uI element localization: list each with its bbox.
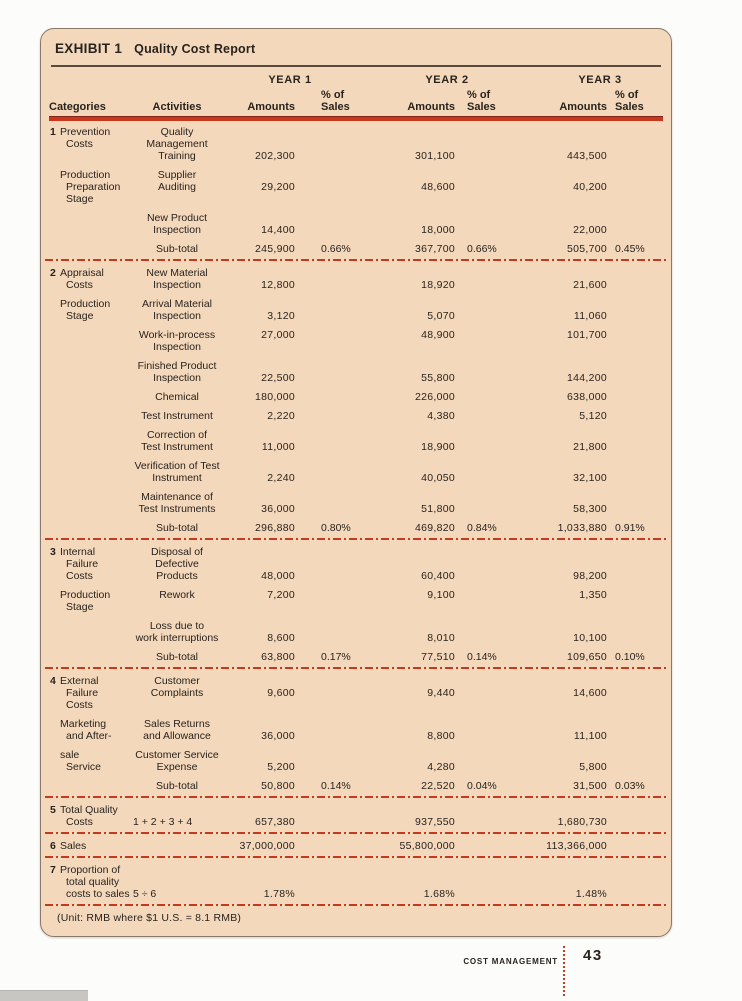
activity-cell bbox=[133, 589, 221, 601]
category-line: Costs bbox=[66, 138, 93, 150]
activity-line: Finished Product bbox=[137, 360, 217, 372]
pct-sales-year2: 0.84% bbox=[467, 522, 497, 534]
category-line: Stage bbox=[66, 601, 94, 613]
pct-sales-year2: 0.14% bbox=[467, 651, 497, 663]
amount-year3: 31,500 bbox=[573, 780, 607, 792]
table-row bbox=[49, 329, 663, 353]
activity-cell bbox=[133, 620, 221, 644]
activity-line: Customer bbox=[154, 675, 200, 687]
pct-sales-year1: 0.14% bbox=[321, 780, 351, 792]
activity-line: Inspection bbox=[153, 341, 201, 353]
amount-year2: 18,900 bbox=[421, 441, 455, 453]
amount-year3: 22,000 bbox=[573, 224, 607, 236]
pct-sales-header-year3 bbox=[607, 89, 659, 113]
category-line: Service bbox=[66, 761, 102, 773]
amount-year3: 1,350 bbox=[579, 589, 607, 601]
category-line: Stage bbox=[66, 310, 94, 322]
activity-line: Test Instruments bbox=[138, 503, 216, 515]
amount-year3: 1.48% bbox=[575, 888, 607, 900]
amount-year1: 12,800 bbox=[261, 279, 295, 291]
amount-year3: 109,650 bbox=[566, 651, 607, 663]
amount-year1: 29,200 bbox=[261, 181, 295, 193]
activity-line: New Material bbox=[146, 267, 208, 279]
category-line: costs to sales bbox=[66, 888, 130, 900]
table-row bbox=[49, 429, 663, 453]
amount-year3: 5,800 bbox=[579, 761, 607, 773]
pct-header-line1: % of bbox=[615, 89, 639, 101]
category-line: Appraisal bbox=[60, 267, 104, 279]
amount-year3: 11,100 bbox=[573, 730, 607, 742]
amount-year1: 11,000 bbox=[261, 441, 295, 453]
amount-year1: 37,000,000 bbox=[239, 840, 295, 852]
pct-sales-year1: 0.66% bbox=[321, 243, 351, 255]
activity-cell bbox=[133, 546, 221, 582]
amount-year3: 638,000 bbox=[566, 391, 607, 403]
amounts-header-year1: Amounts bbox=[247, 101, 295, 113]
pct-header-line1: % of bbox=[321, 89, 345, 101]
activity-line: Sub-total bbox=[155, 243, 199, 255]
row-values bbox=[133, 589, 663, 601]
row-values bbox=[133, 243, 663, 255]
table-row bbox=[49, 546, 663, 582]
activity-line: Arrival Material bbox=[141, 298, 212, 310]
row-values bbox=[133, 267, 663, 291]
category-number: 3 bbox=[50, 546, 56, 558]
subtotal-label bbox=[133, 651, 221, 663]
table-row bbox=[49, 460, 663, 484]
category-line: Production bbox=[60, 169, 111, 181]
activity-line: Loss due to bbox=[149, 620, 205, 632]
amount-year1: 36,000 bbox=[261, 503, 295, 515]
activity-line: Supplier bbox=[157, 169, 197, 181]
table-section-4 bbox=[49, 675, 663, 792]
amount-year1: 245,900 bbox=[254, 243, 295, 255]
category-line: Total Quality bbox=[60, 804, 118, 816]
footer-dotted-divider bbox=[563, 946, 565, 996]
amount-year3: 505,700 bbox=[566, 243, 607, 255]
table-row bbox=[49, 267, 663, 291]
year-labels-row bbox=[49, 74, 663, 87]
category-line: Failure bbox=[66, 687, 99, 699]
category-cell bbox=[49, 169, 133, 205]
activity-line: Test Instrument bbox=[141, 410, 213, 422]
amount-year2: 367,700 bbox=[414, 243, 455, 255]
activity-line: Sales Returns bbox=[144, 718, 210, 730]
row-values bbox=[133, 460, 663, 484]
category-line: Costs bbox=[66, 816, 93, 828]
category-number: 2 bbox=[50, 267, 56, 279]
activity-line: Test Instrument bbox=[141, 441, 213, 453]
amount-year2: 937,550 bbox=[414, 816, 455, 828]
activity-line: Expense bbox=[156, 761, 198, 773]
row-values bbox=[133, 546, 663, 582]
amount-year1: 9,600 bbox=[267, 687, 295, 699]
activity-cell bbox=[133, 360, 221, 384]
column-headers-row bbox=[49, 89, 663, 113]
category-number: 7 bbox=[50, 864, 56, 876]
amount-year3: 443,500 bbox=[566, 150, 607, 162]
pct-sales-year2: 0.66% bbox=[467, 243, 497, 255]
table-row bbox=[49, 620, 663, 644]
table-row bbox=[49, 212, 663, 236]
activity-line: Complaints bbox=[150, 687, 204, 699]
pct-header-line2: Sales bbox=[467, 101, 496, 113]
row-values bbox=[133, 126, 663, 162]
amount-year1: 5,200 bbox=[267, 761, 295, 773]
amount-year3: 1,033,880 bbox=[557, 522, 607, 534]
row-values bbox=[133, 651, 663, 663]
table-row bbox=[49, 391, 663, 403]
activity-line: Correction of bbox=[146, 429, 208, 441]
category-line: Costs bbox=[66, 699, 93, 711]
amount-year1: 2,220 bbox=[267, 410, 295, 422]
row-values bbox=[133, 620, 663, 644]
pct-sales-year3: 0.91% bbox=[615, 522, 645, 534]
row-values bbox=[133, 169, 663, 193]
category-line: Sales bbox=[60, 840, 87, 852]
amount-year1: 1.78% bbox=[263, 888, 295, 900]
year1-label: YEAR 1 bbox=[268, 74, 312, 86]
amount-year2: 18,000 bbox=[421, 224, 455, 236]
row-values bbox=[133, 804, 663, 828]
category-line: Internal bbox=[60, 546, 96, 558]
amount-year1: 50,800 bbox=[261, 780, 295, 792]
journal-name: COST MANAGEMENT bbox=[463, 957, 558, 966]
exhibit-title bbox=[49, 41, 663, 56]
amount-year2: 22,520 bbox=[421, 780, 455, 792]
activity-line: Customer Service bbox=[135, 749, 219, 761]
amount-year3: 40,200 bbox=[573, 181, 607, 193]
activity-cell bbox=[133, 749, 221, 773]
activity-line: Sub-total bbox=[155, 780, 199, 792]
category-line: Prevention bbox=[60, 126, 111, 138]
header-red-rule bbox=[49, 116, 663, 121]
row-values bbox=[133, 780, 663, 792]
table-row bbox=[49, 491, 663, 515]
category-line: External bbox=[60, 675, 99, 687]
activity-line: Products bbox=[156, 570, 198, 582]
category-number: 6 bbox=[50, 840, 56, 852]
cost-table-body bbox=[49, 126, 663, 906]
amount-year1: 3,120 bbox=[267, 310, 295, 322]
amount-year2: 77,510 bbox=[421, 651, 455, 663]
amount-year1: 48,000 bbox=[261, 570, 295, 582]
activity-line: Instrument bbox=[152, 472, 202, 484]
title-divider-rule bbox=[51, 65, 661, 67]
table-row bbox=[49, 410, 663, 422]
category-cell bbox=[49, 804, 133, 828]
amount-year1: 36,000 bbox=[261, 730, 295, 742]
section-separator bbox=[45, 832, 667, 834]
amount-year1: 657,380 bbox=[254, 816, 295, 828]
activity-line: Chemical bbox=[155, 391, 199, 403]
amount-year2: 51,800 bbox=[421, 503, 455, 515]
exhibit-title-text: Quality Cost Report bbox=[134, 42, 256, 56]
row-values bbox=[133, 675, 663, 699]
subtotal-row bbox=[49, 780, 663, 792]
table-section-3 bbox=[49, 546, 663, 663]
category-number: 5 bbox=[50, 804, 56, 816]
activity-line: Inspection bbox=[153, 224, 201, 236]
pct-header-line2: Sales bbox=[615, 101, 644, 113]
category-line: Costs bbox=[66, 279, 93, 291]
amount-year2: 48,900 bbox=[421, 329, 455, 341]
row-values bbox=[133, 212, 663, 236]
activity-cell bbox=[133, 267, 221, 291]
activity-cell bbox=[133, 329, 221, 353]
amount-year2: 1.68% bbox=[423, 888, 455, 900]
category-cell bbox=[49, 267, 133, 291]
amount-year3: 21,600 bbox=[573, 279, 607, 291]
pct-sales-year1: 0.80% bbox=[321, 522, 351, 534]
activity-cell bbox=[133, 169, 221, 193]
pct-sales-year3: 0.03% bbox=[615, 780, 645, 792]
activity-line: Rework bbox=[159, 589, 195, 601]
activity-line: Sub-total bbox=[155, 522, 199, 534]
activity-line: Work-in-process bbox=[138, 329, 216, 341]
activity-line: Defective bbox=[155, 558, 199, 570]
activity-cell bbox=[133, 429, 221, 453]
amount-year1: 202,300 bbox=[254, 150, 295, 162]
amounts-header-year3: Amounts bbox=[559, 101, 607, 113]
category-cell bbox=[49, 749, 133, 773]
amount-year2: 301,100 bbox=[414, 150, 455, 162]
amount-year3: 11,060 bbox=[573, 310, 607, 322]
activity-cell bbox=[133, 491, 221, 515]
pct-sales-year3: 0.10% bbox=[615, 651, 645, 663]
amount-year2: 18,920 bbox=[421, 279, 455, 291]
category-line: total quality bbox=[66, 876, 120, 888]
activity-line: work interruptions bbox=[135, 632, 219, 644]
activity-cell bbox=[133, 126, 221, 162]
row-values bbox=[133, 298, 663, 322]
table-section-1 bbox=[49, 126, 663, 255]
amount-year2: 226,000 bbox=[414, 391, 455, 403]
page-number: 43 bbox=[583, 947, 603, 964]
amount-year3: 10,100 bbox=[573, 632, 607, 644]
category-line: sale bbox=[60, 749, 80, 761]
category-line: and After- bbox=[66, 730, 112, 742]
activity-cell bbox=[133, 718, 221, 742]
amount-year1: 7,200 bbox=[267, 589, 295, 601]
category-line: Proportion of bbox=[60, 864, 121, 876]
table-row bbox=[49, 749, 663, 773]
amount-year3: 101,700 bbox=[566, 329, 607, 341]
row-values bbox=[133, 329, 663, 353]
subtotal-row bbox=[49, 522, 663, 534]
subtotal-label bbox=[133, 780, 221, 792]
amounts-header-year2: Amounts bbox=[407, 101, 455, 113]
pct-sales-header-year1 bbox=[295, 89, 359, 113]
row-values bbox=[133, 429, 663, 453]
activity-line: Sub-total bbox=[155, 651, 199, 663]
category-cell bbox=[49, 126, 133, 150]
pct-sales-year1: 0.17% bbox=[321, 651, 351, 663]
activity-cell bbox=[133, 298, 221, 322]
table-row bbox=[49, 864, 663, 900]
table-row bbox=[49, 360, 663, 384]
amount-year1: 27,000 bbox=[261, 329, 295, 341]
amount-year1: 296,880 bbox=[254, 522, 295, 534]
amount-year2: 9,440 bbox=[427, 687, 455, 699]
table-row bbox=[49, 675, 663, 711]
amount-year3: 1,680,730 bbox=[557, 816, 607, 828]
category-line: Production bbox=[60, 589, 111, 601]
table-row bbox=[49, 298, 663, 322]
activity-line: 5 ÷ 6 bbox=[133, 888, 157, 900]
activity-line: and Allowance bbox=[143, 730, 211, 742]
amount-year3: 21,800 bbox=[573, 441, 607, 453]
table-row bbox=[49, 126, 663, 162]
subtotal-row bbox=[49, 243, 663, 255]
activity-line: 1 + 2 + 3 + 4 bbox=[133, 816, 193, 828]
row-values bbox=[133, 840, 663, 852]
year2-label: YEAR 2 bbox=[425, 74, 469, 86]
scan-edge-artifact bbox=[0, 990, 88, 1001]
pct-header-line1: % of bbox=[467, 89, 491, 101]
amount-year2: 4,280 bbox=[427, 761, 455, 773]
table-section-2 bbox=[49, 267, 663, 534]
amount-year2: 5,070 bbox=[427, 310, 455, 322]
unit-note: (Unit: RMB where $1 U.S. = 8.1 RMB) bbox=[57, 912, 242, 924]
activity-cell bbox=[133, 410, 221, 422]
table-section-5 bbox=[49, 804, 663, 828]
activity-line: Quality bbox=[160, 126, 194, 138]
category-cell bbox=[49, 675, 133, 711]
amount-year2: 60,400 bbox=[421, 570, 455, 582]
section-separator bbox=[45, 259, 667, 261]
category-number: 1 bbox=[50, 126, 56, 138]
pct-sales-header-year2 bbox=[455, 89, 517, 113]
row-values bbox=[133, 410, 663, 422]
activity-cell bbox=[133, 675, 221, 699]
amount-year1: 14,400 bbox=[261, 224, 295, 236]
row-values bbox=[133, 360, 663, 384]
activity-line: Verification of Test bbox=[134, 460, 220, 472]
amount-year2: 55,800,000 bbox=[399, 840, 455, 852]
section-separator bbox=[45, 538, 667, 540]
row-values bbox=[133, 718, 663, 742]
categories-column-header: Categories bbox=[49, 101, 106, 113]
table-section-7 bbox=[49, 864, 663, 900]
category-cell bbox=[49, 718, 133, 742]
category-line: Preparation bbox=[66, 181, 121, 193]
activity-cell bbox=[133, 212, 221, 236]
section-separator bbox=[45, 796, 667, 798]
year3-label: YEAR 3 bbox=[578, 74, 622, 86]
section-separator bbox=[45, 667, 667, 669]
amount-year3: 98,200 bbox=[573, 570, 607, 582]
page-footer bbox=[0, 944, 742, 1000]
row-values bbox=[133, 749, 663, 773]
amount-year2: 8,800 bbox=[427, 730, 455, 742]
category-cell bbox=[49, 546, 133, 582]
activity-line: New Product bbox=[146, 212, 208, 224]
amount-year3: 32,100 bbox=[573, 472, 607, 484]
exhibit-label: EXHIBIT 1 bbox=[55, 41, 123, 56]
pct-sales-year2: 0.04% bbox=[467, 780, 497, 792]
activity-cell bbox=[133, 391, 221, 403]
pct-header-line2: Sales bbox=[321, 101, 350, 113]
amount-year3: 58,300 bbox=[573, 503, 607, 515]
activity-line: Training bbox=[158, 150, 196, 162]
amount-year2: 55,800 bbox=[421, 372, 455, 384]
activity-line: Management bbox=[146, 138, 208, 150]
amount-year3: 14,600 bbox=[573, 687, 607, 699]
amount-year3: 144,200 bbox=[566, 372, 607, 384]
amount-year2: 40,050 bbox=[421, 472, 455, 484]
category-cell bbox=[49, 864, 133, 900]
activity-line: Disposal of bbox=[151, 546, 203, 558]
category-line: Failure bbox=[66, 558, 99, 570]
amount-year3: 113,366,000 bbox=[546, 840, 607, 852]
amount-year2: 469,820 bbox=[414, 522, 455, 534]
table-row bbox=[49, 169, 663, 205]
pct-sales-year3: 0.45% bbox=[615, 243, 645, 255]
activity-line: Inspection bbox=[153, 279, 201, 291]
category-cell bbox=[49, 840, 133, 852]
row-values bbox=[133, 522, 663, 534]
exhibit-report-panel bbox=[40, 28, 672, 937]
activity-line: Maintenance of bbox=[141, 491, 213, 503]
amount-year1: 8,600 bbox=[267, 632, 295, 644]
table-row bbox=[49, 589, 663, 613]
amount-year2: 48,600 bbox=[421, 181, 455, 193]
activity-line: Inspection bbox=[153, 372, 201, 384]
section-separator bbox=[45, 904, 667, 906]
row-values bbox=[133, 864, 663, 900]
subtotal-row bbox=[49, 651, 663, 663]
table-row bbox=[49, 840, 663, 852]
table-section-6 bbox=[49, 840, 663, 852]
activity-line: Auditing bbox=[158, 181, 196, 193]
amount-year2: 4,380 bbox=[427, 410, 455, 422]
category-line: Costs bbox=[66, 570, 93, 582]
category-line: Marketing bbox=[60, 718, 107, 730]
subtotal-label bbox=[133, 243, 221, 255]
amount-year2: 9,100 bbox=[427, 589, 455, 601]
category-line: Stage bbox=[66, 193, 94, 205]
table-header bbox=[49, 74, 663, 121]
amount-year2: 8,010 bbox=[427, 632, 455, 644]
amount-year1: 22,500 bbox=[261, 372, 295, 384]
activities-column-header: Activities bbox=[152, 101, 202, 113]
activity-cell bbox=[133, 460, 221, 484]
amount-year1: 180,000 bbox=[254, 391, 295, 403]
amount-year3: 5,120 bbox=[579, 410, 607, 422]
subtotal-label bbox=[133, 522, 221, 534]
category-number: 4 bbox=[50, 675, 56, 687]
section-separator bbox=[45, 856, 667, 858]
category-cell bbox=[49, 589, 133, 613]
table-row bbox=[49, 718, 663, 742]
amount-year1: 2,240 bbox=[267, 472, 295, 484]
category-cell bbox=[49, 298, 133, 322]
table-row bbox=[49, 804, 663, 828]
row-values bbox=[133, 491, 663, 515]
row-values bbox=[133, 391, 663, 403]
activity-line: Inspection bbox=[153, 310, 201, 322]
amount-year1: 63,800 bbox=[261, 651, 295, 663]
category-line: Production bbox=[60, 298, 111, 310]
